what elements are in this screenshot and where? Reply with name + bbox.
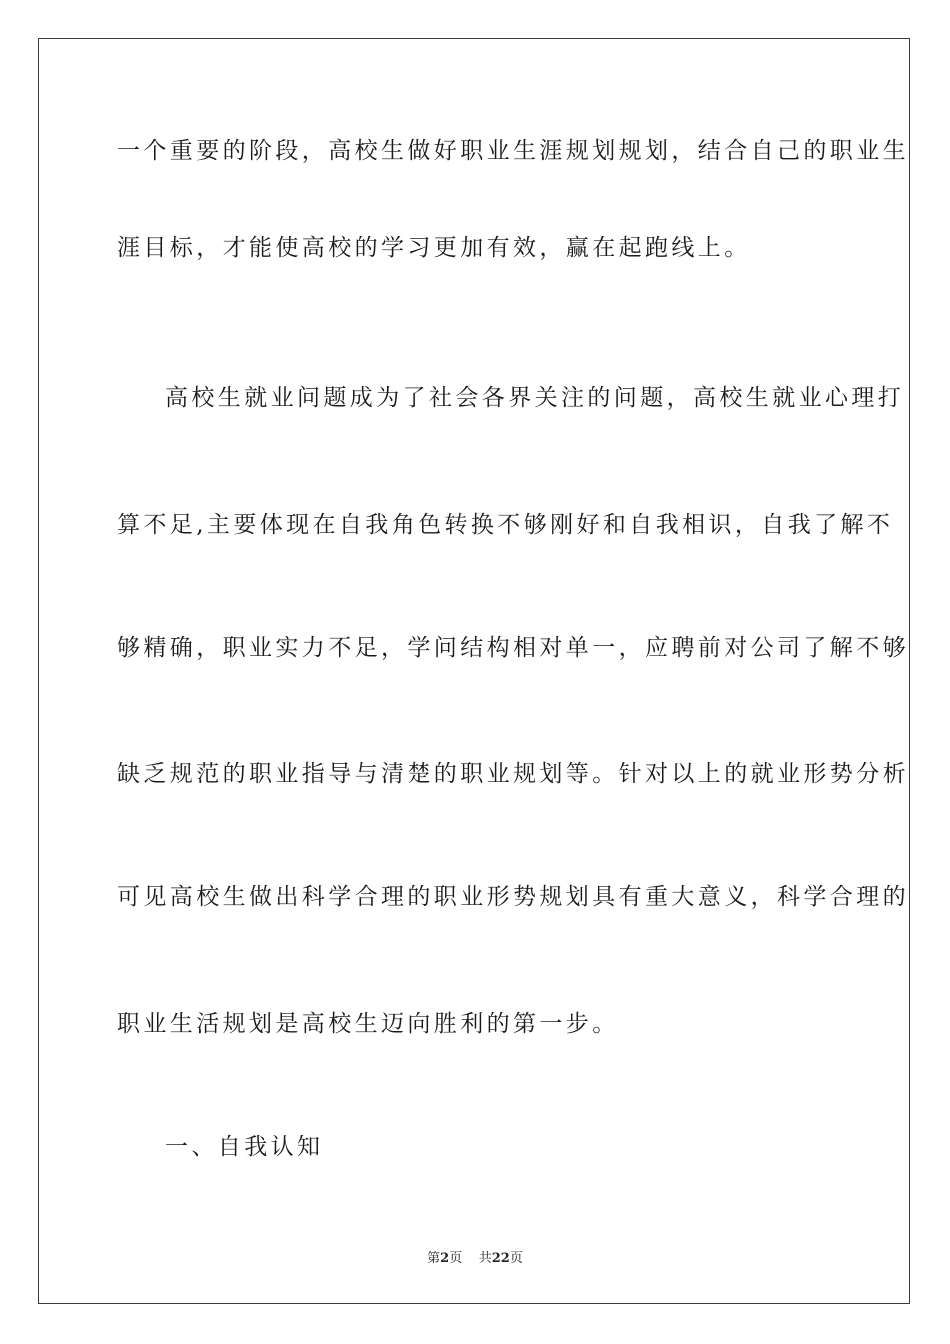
body-line-7: 可见高校生做出科学合理的职业形势规划具有重大意义，科学合理的 (117, 884, 909, 910)
body-line-8: 职业生活规划是高校生迈向胜利的第一步。 (117, 1011, 619, 1037)
section-heading: 一、自我认知 (165, 1134, 324, 1160)
body-line-2: 涯目标，才能使高校的学习更加有效，赢在起跑线上。 (117, 235, 751, 261)
total-suffix: 页 (509, 1251, 523, 1266)
total-prefix: 共 (478, 1251, 492, 1266)
body-line-3: 高校生就业问题成为了社会各界关注的问题，高校生就业心理打 (165, 385, 905, 411)
page-frame (38, 38, 910, 1304)
page-number: 2 (440, 1251, 450, 1266)
body-line-1: 一个重要的阶段，高校生做好职业生涯规划规划，结合自己的职业生 (117, 138, 909, 164)
body-line-5: 够精确，职业实力不足，学问结构相对单一，应聘前对公司了解不够 (117, 635, 909, 661)
page-suffix: 页 (449, 1251, 463, 1266)
body-line-4: 算不足,主要体现在自我角色转换不够刚好和自我相识，自我了解不 (117, 512, 894, 538)
body-line-6: 缺乏规范的职业指导与清楚的职业规划等。针对以上的就业形势分析 (117, 761, 909, 787)
total-pages: 22 (491, 1251, 510, 1266)
page-footer (0, 1247, 950, 1266)
page-prefix: 第 (427, 1251, 441, 1266)
